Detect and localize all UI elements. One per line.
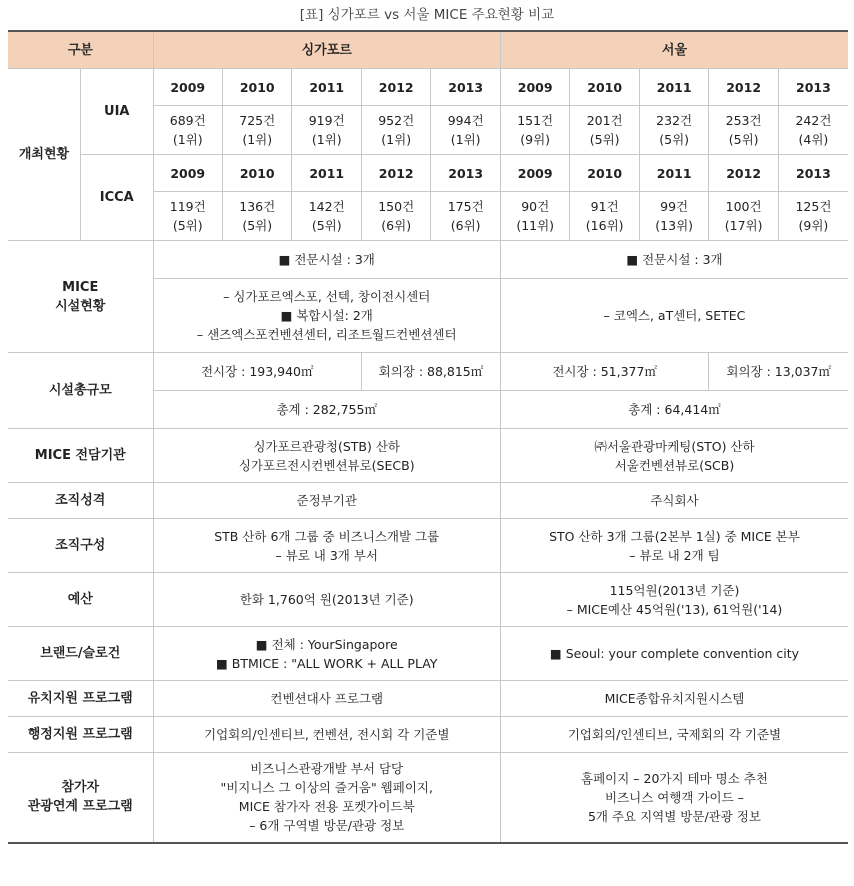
row-label: 조직구성 (8, 519, 153, 573)
uia-se-value: 201건 (5위) (570, 106, 639, 155)
icca-sg-value: 150건 (6위) (361, 192, 430, 241)
icca-year-row (8, 155, 848, 192)
row-sg: 비즈니스관광개발 부서 담당 "비지니스 그 이상의 즐거움" 웹페이지, MICE 참가자 전용 포켓가이드북 – 6개 구역별 방문/관광 정보 (153, 753, 500, 843)
icca-sg-value: 136건 (5위) (222, 192, 291, 241)
icca-sg-value: 119건 (5위) (153, 192, 222, 241)
icca-sg-year: 2012 (361, 155, 430, 192)
icca-se-year: 2010 (570, 155, 639, 192)
uia-sg-year: 2010 (222, 69, 291, 106)
uia-sg-year: 2009 (153, 69, 222, 106)
row-se: 주식회사 (500, 483, 848, 519)
row-se: STO 산하 3개 그룹(2본부 1실) 중 MICE 본부 – 뷰로 내 2개 팀 (500, 519, 848, 573)
facilities-sg-detail: – 싱가포르엑스포, 선텍, 창이전시센터 ■ 복합시설: 2개 – 샌즈엑스포컨벤션센터, 리조트월드컨벤션센터 (153, 279, 500, 353)
uia-se-year: 2009 (500, 69, 569, 106)
icca-sg-year: 2010 (222, 155, 291, 192)
facilities-se-detail: – 코엑스, aT센터, SETEC (500, 279, 848, 353)
facilities-top-row (8, 241, 848, 279)
table-caption: [표] 싱가포르 vs 서울 MICE 주요현황 비교 (299, 7, 555, 23)
row-sg: 한화 1,760억 원(2013년 기준) (153, 573, 500, 627)
row-sg: 기업회의/인센티브, 컨벤션, 전시회 각 기준별 (153, 717, 500, 753)
icca-se-value: 91건 (16위) (570, 192, 639, 241)
icca-se-year: 2009 (500, 155, 569, 192)
facilities-label: MICE 시설현황 (8, 241, 153, 353)
icca-sg-year: 2009 (153, 155, 222, 192)
header-seoul: 서울 (500, 31, 848, 69)
row-se: ■ Seoul: your complete convention city (500, 627, 848, 681)
uia-label: UIA (81, 69, 154, 155)
uia-se-year: 2011 (639, 69, 708, 106)
row-se: MICE종합유치지원시스템 (500, 681, 848, 717)
scale-se-conf: 회의장 : 13,037㎡ (709, 353, 848, 391)
icca-sg-value: 142건 (5위) (292, 192, 361, 241)
uia-se-value: 253건 (5위) (709, 106, 778, 155)
icca-se-year: 2013 (778, 155, 848, 192)
row-sg: ■ 전체 : YourSingapore ■ BTMICE : "ALL WORK + ALL PLAY (153, 627, 500, 681)
icca-sg-year: 2013 (431, 155, 501, 192)
uia-se-value: 232건 (5위) (639, 106, 708, 155)
uia-sg-value: 994건 (1위) (431, 106, 501, 155)
uia-sg-value: 689건 (1위) (153, 106, 222, 155)
row-se: 기업회의/인센티브, 국제회의 각 기준별 (500, 717, 848, 753)
scale-sg-exhibit: 전시장 : 193,940㎡ (153, 353, 361, 391)
row-bid (8, 681, 848, 717)
scale-label: 시설총규모 (8, 353, 153, 429)
row-label: 유치지원 프로그램 (8, 681, 153, 717)
row-label: MICE 전담기관 (8, 429, 153, 483)
uia-year-row (8, 69, 848, 106)
uia-sg-year: 2011 (292, 69, 361, 106)
uia-se-year: 2013 (778, 69, 848, 106)
row-tour (8, 753, 848, 843)
uia-sg-value: 919건 (1위) (292, 106, 361, 155)
icca-se-year: 2012 (709, 155, 778, 192)
row-se: ㈜서울관광마케팅(STO) 산하 서울컨벤션뷰로(SCB) (500, 429, 848, 483)
scale-area-row (8, 353, 848, 391)
scale-se-total: 총계 : 64,414㎡ (500, 391, 848, 429)
row-se: 홈페이지 – 20가지 테마 명소 추천 비즈니스 여행객 가이드 – 5개 주요 지역별 방문/관광 정보 (500, 753, 848, 843)
icca-se-year: 2011 (639, 155, 708, 192)
icca-se-value: 90건 (11위) (500, 192, 569, 241)
row-sg: 준정부기관 (153, 483, 500, 519)
row-nature (8, 483, 848, 519)
row-label: 브랜드/슬로건 (8, 627, 153, 681)
row-label: 행정지원 프로그램 (8, 717, 153, 753)
uia-sg-year: 2012 (361, 69, 430, 106)
uia-sg-value: 725건 (1위) (222, 106, 291, 155)
uia-se-year: 2010 (570, 69, 639, 106)
icca-sg-year: 2011 (292, 155, 361, 192)
icca-label: ICCA (81, 155, 154, 241)
header-category: 구분 (8, 31, 153, 69)
events-label: 개최현황 (8, 69, 81, 241)
header-singapore: 싱가포르 (153, 31, 500, 69)
row-admin (8, 717, 848, 753)
row-label: 조직성격 (8, 483, 153, 519)
row-label: 참가자 관광연계 프로그램 (8, 753, 153, 843)
scale-sg-total: 총계 : 282,755㎡ (153, 391, 500, 429)
row-label: 예산 (8, 573, 153, 627)
icca-se-value: 99건 (13위) (639, 192, 708, 241)
uia-sg-year: 2013 (431, 69, 501, 106)
row-se: 115억원(2013년 기준) – MICE예산 45억원('13), 61억원('14) (500, 573, 848, 627)
icca-se-value: 100건 (17위) (709, 192, 778, 241)
facilities-se-top: ■ 전문시설 : 3개 (500, 241, 848, 279)
facilities-sg-top: ■ 전문시설 : 3개 (153, 241, 500, 279)
uia-sg-value: 952건 (1위) (361, 106, 430, 155)
uia-se-value: 242건 (4위) (778, 106, 848, 155)
row-sg: 컨벤션대사 프로그램 (153, 681, 500, 717)
row-structure (8, 519, 848, 573)
row-sg: 싱가포르관광청(STB) 산하 싱가포르전시컨벤션뷰로(SECB) (153, 429, 500, 483)
comparison-table (8, 30, 848, 844)
row-sg: STB 산하 6개 그룹 중 비즈니스개발 그룹 – 뷰로 내 3개 부서 (153, 519, 500, 573)
row-agency (8, 429, 848, 483)
icca-sg-value: 175건 (6위) (431, 192, 501, 241)
uia-se-year: 2012 (709, 69, 778, 106)
row-budget (8, 573, 848, 627)
scale-se-exhibit: 전시장 : 51,377㎡ (500, 353, 708, 391)
scale-sg-conf: 회의장 : 88,815㎡ (361, 353, 500, 391)
icca-se-value: 125건 (9위) (778, 192, 848, 241)
uia-se-value: 151건 (9위) (500, 106, 569, 155)
row-brand (8, 627, 848, 681)
